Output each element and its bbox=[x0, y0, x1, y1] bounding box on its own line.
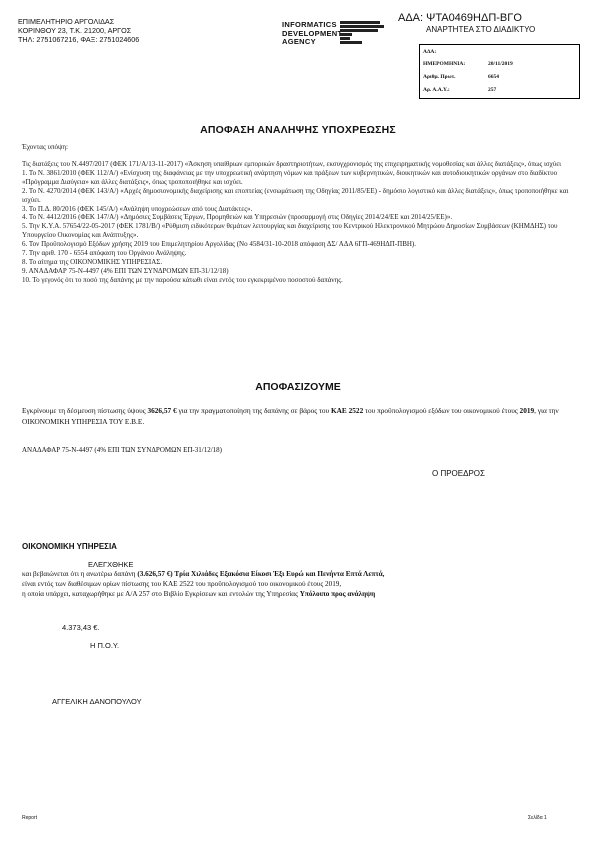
info-box bbox=[419, 44, 580, 99]
hpoy-label: Η Π.Ο.Υ. bbox=[90, 641, 120, 650]
protocol-label: Αριθμ. Πρωτ. bbox=[423, 74, 456, 80]
decision-amount: 3626,57 € bbox=[147, 406, 177, 415]
decision-text: του προϋπολογισμού εξόδων του οικονομικού έτους bbox=[365, 406, 518, 415]
checked-label: ΕΛΕΓΧΘΗΚΕ bbox=[88, 560, 134, 569]
confirm-line-2: είναι εντός των διαθέσιμων ορίων πίστωσης του ΚΑΕ 2522 του προϋπολογισμού του οικονομικού έτους 2019, bbox=[22, 580, 342, 588]
consideration-item: 10. Το γεγονός ότι το ποσό της δαπάνης με την παρούσα κάτωθι είναι εντός του εγκεκριμένου ποσοστού δαπάνης. bbox=[22, 275, 343, 284]
confirm-text: η οποία υπάρχει, καταχωρήθηκε με Α/Α 257 στο Βιβλίο Εγκρίσεων και εντολών της Υπηρεσίας bbox=[22, 590, 298, 598]
protocol-value: 6654 bbox=[488, 74, 499, 80]
confirm-text: και βεβαιώνεται ότι η ανωτέρω δαπάνη bbox=[22, 570, 136, 578]
service-heading: ΟΙΚΟΝΟΜΙΚΗ ΥΠΗΡΕΣΙΑ bbox=[22, 542, 117, 551]
confirm-amount-words: (3.626,57 €) Τρία Χιλιάδες Εξακόσια Είκοσι Έξι Ευρώ και Πενήντα Επτά Λεπτά, bbox=[137, 570, 385, 578]
ada-code: ΑΔΑ: ΨΤΑ0469ΗΔΠ-ΒΓΟ bbox=[398, 12, 522, 24]
consideration-item: Τις διατάξεις του Ν.4497/2017 (ΦΕΚ 171/Α/13-11-2017) «Άσκηση υπαίθριων εμπορικών δραστηριοτήτων, εκσυγχρονισμός της επιχειρηματικής νομοθεσίας και άλλες διατάξεις», όπως ισχύει bbox=[22, 160, 562, 168]
reference-line: ΑΝΑΔΑΦΑΡ 75-Ν-4497 (4% ΕΠΙ ΤΩΝ ΣΥΝΔΡΟΜΩΝ ΕΠ-31/12/18) bbox=[22, 446, 222, 454]
aay-label: Αρ. Α.Α.Υ.: bbox=[423, 87, 450, 93]
confirm-line-3 bbox=[22, 589, 578, 599]
brand-fineprint bbox=[340, 21, 400, 44]
balance-amount: 4.373,43 €. bbox=[62, 623, 100, 632]
consideration-item: 8. Το αίτημα της ΟΙΚΟΝΟΜΙΚΗΣ ΥΠΗΡΕΣΙΑΣ. bbox=[22, 257, 163, 266]
president-signature: Ο ΠΡΟΕΔΡΟΣ bbox=[432, 469, 485, 478]
ada-label: ΑΔΑ: bbox=[423, 49, 437, 55]
decision-text: για την πραγματοποίηση της δαπάνης σε βάρος του bbox=[178, 406, 330, 415]
date-value: 20/11/2019 bbox=[488, 61, 513, 67]
consideration-item: 4. Το Ν. 4412/2016 (ΦΕΚ 147/Α/) «Δημόσιες Συμβάσεις Έργων, Προμηθειών και Υπηρεσιών (προσαρμογή στις Οδηγίες 2014/24/ΕΕ και 2014/25/ΕΕ)». bbox=[22, 213, 453, 222]
decision-kae: ΚΑΕ 2522 bbox=[330, 406, 364, 415]
confirm-balance-label: Υπόλοιπο προς ανάληψη bbox=[299, 590, 376, 598]
confirm-line-1 bbox=[22, 569, 578, 579]
consideration-item: 9. ΑΝΑΔΑΦΑΡ 75-Ν-4497 (4% ΕΠΙ ΤΩΝ ΣΥΝΔΡΟΜΩΝ ΕΠ-31/12/18) bbox=[22, 266, 229, 275]
brand-line-2: DEVELOPMENT bbox=[282, 28, 343, 38]
issuer-address: ΚΟΡΙΝΘΟΥ 23, Τ.Κ. 21200, ΑΡΓΟΣ bbox=[18, 26, 132, 35]
consideration-item: 2. Το Ν. 4270/2014 (ΦΕΚ 143/Α/) «Αρχές δημοσιονομικής διαχείρισης και εποπτείας (ενσωμάτωση της Οδηγίας 2011/85/ΕΕ) - δημόσιο λογιστικό και άλλες διατάξεις», όπως τροποποιήθηκε και ισχύει. bbox=[22, 186, 569, 204]
intro-text: Έχοντας υπόψη: bbox=[22, 143, 68, 151]
issuer-block bbox=[18, 17, 139, 44]
date-label: ΗΜΕΡΟΜΗΝΙΑ: bbox=[423, 61, 466, 67]
footer-page: Σελίδα 1 bbox=[528, 815, 547, 821]
consideration-item: 1. Το Ν. 3861/2010 (ΦΕΚ 112/Α/) «Ενίσχυση της διαφάνειας με την υποχρεωτική ανάρτηση νόμων και πράξεων των κυβερνητικών, διοικητικών και αυτοδιοικητικών οργάνων στο διαδίκτυο «Πρόγραμμα Διαύγεια» και άλλες διατάξεις», όπως τροποποιήθηκε και ισχύει. bbox=[22, 168, 558, 186]
document-title: ΑΠΟΦΑΣΗ ΑΝΑΛΗΨΗΣ ΥΠΟΧΡΕΩΣΗΣ bbox=[200, 124, 396, 136]
posting-note: ΑΝΑΡΤΗΤΕΑ ΣΤΟ ΔΙΑΔΙΚΤΥΟ bbox=[426, 25, 536, 34]
brand-line-1: INFORMATICS bbox=[282, 20, 337, 29]
decide-heading: ΑΠΟΦΑΣΙΖΟΥΜΕ bbox=[255, 381, 341, 393]
footer-report: Report bbox=[22, 815, 38, 821]
consideration-item: 3. Το Π.Δ. 80/2016 (ΦΕΚ 145/Α/) «Ανάληψη υποχρεώσεων από τους Διατάκτες». bbox=[22, 204, 253, 213]
issuer-phone: ΤΗΛ: 2751067216, ΦΑΞ: 2751024606 bbox=[18, 35, 140, 44]
consideration-item: 5. Την Κ.Υ.Α. 57654/22-05-2017 (ΦΕΚ 1781/Β/) «Ρύθμιση ειδικότερων θεμάτων λειτουργίας και διαχείρισης του Κεντρικού Ηλεκτρονικού Μητρώου Δημοσίων Συμβάσεων (ΚΗΜΔΗΣ) του Υπουργείου Οικονομίας και Ανάπτυξης». bbox=[22, 222, 558, 240]
aay-value: 257 bbox=[488, 87, 497, 93]
consideration-item: 6. Τον Προϋπολογισμό Εξόδων χρήσης 2019 του Επιμελητηρίου Αργολίδας (Νο 4584/31-10-2018 απόφαση ΔΣ/ ΑΔΑ 6ΓΠ-469ΗΔΠ-ΠΒΗ). bbox=[22, 240, 416, 249]
decision-year: 2019 bbox=[519, 406, 535, 415]
issuer-name: ΕΠΙΜΕΛΗΤΗΡΙΟ ΑΡΓΟΛΙΔΑΣ bbox=[18, 17, 115, 26]
confirmation-text bbox=[22, 569, 578, 599]
considerations-list bbox=[22, 160, 578, 285]
decision-text: Εγκρίνουμε τη δέσμευση πίστωσης ύψους bbox=[22, 406, 146, 415]
signer-name: ΑΓΓΕΛΙΚΗ ΔΑΝΟΠΟΥΛΟΥ bbox=[52, 697, 142, 706]
decision-paragraph bbox=[22, 405, 578, 427]
brand-logo bbox=[282, 21, 342, 47]
decision-text: , για την ΟΙΚΟΝΟΜΙΚΗ ΥΠΗΡΕΣΙΑ ΤΟΥ Ε.Β.Ε. bbox=[22, 406, 559, 426]
consideration-item: 7. Την αριθ. 170 - 6554 απόφαση του Οργάνου Ανάληψης. bbox=[22, 249, 187, 258]
brand-line-3: AGENCY bbox=[282, 37, 316, 46]
